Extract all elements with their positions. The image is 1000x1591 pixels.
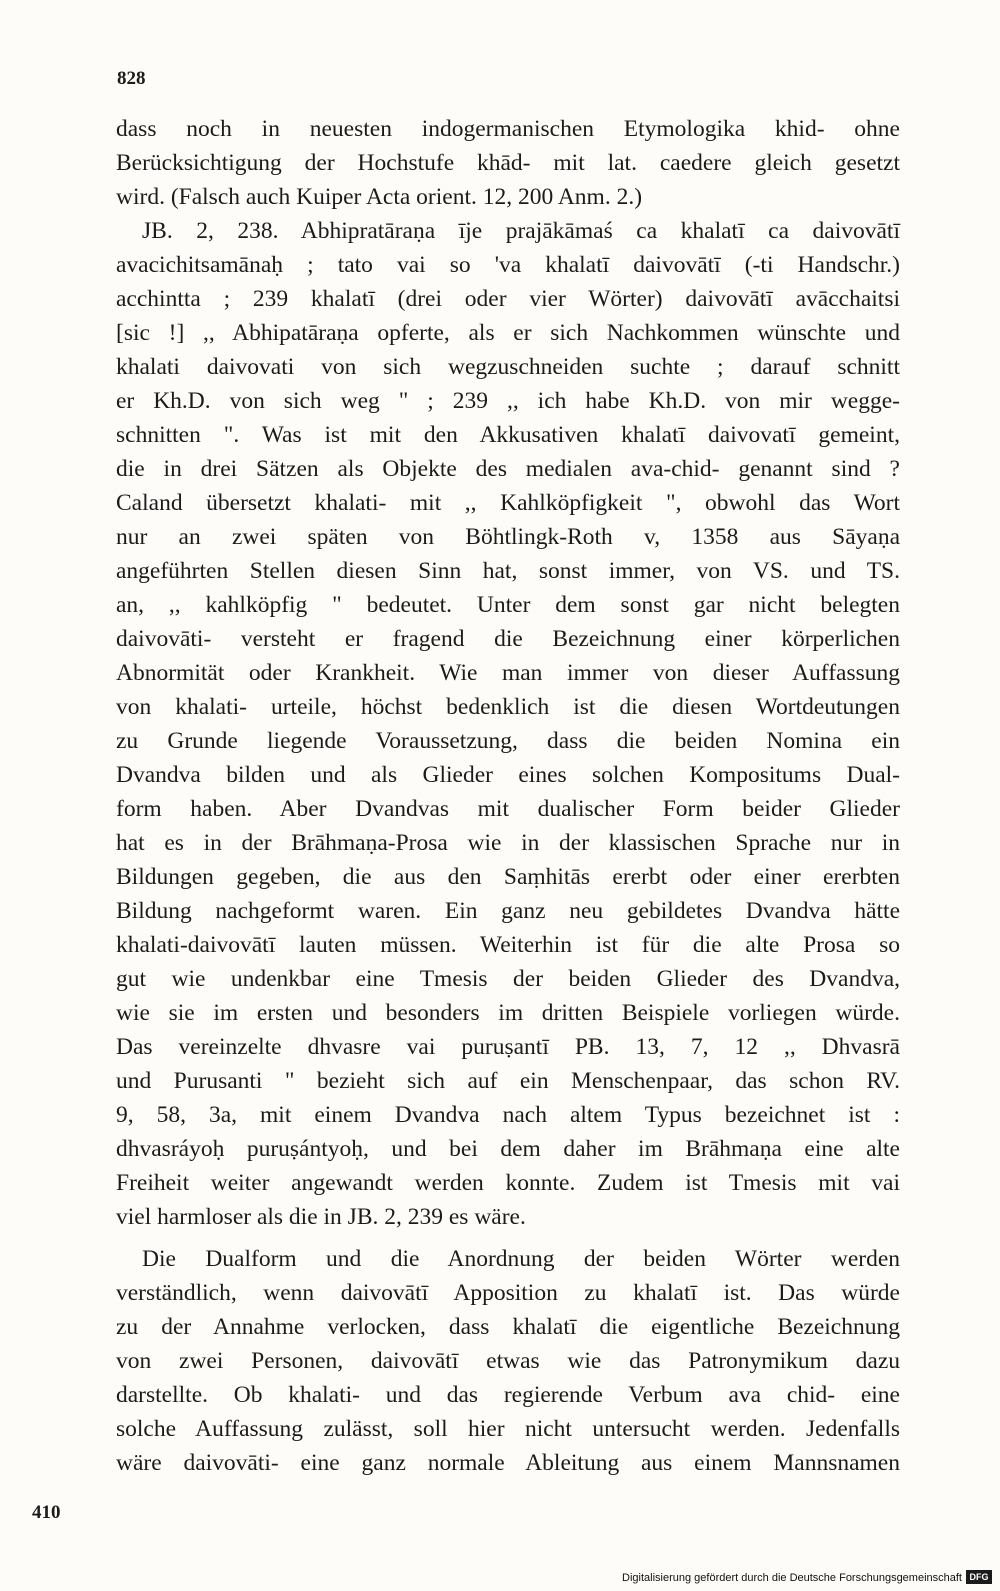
text-line: Das vereinzelte dhvasre vai puruṣantī PB. 13, 7, 12 ,, Dhvasrā [116, 1034, 900, 1060]
text-line: Caland übersetzt khalati- mit ,, Kahlköpfigkeit ", obwohl das Wort [116, 490, 900, 516]
text-line: Berücksichtigung der Hochstufe khād- mit lat. caedere gleich gesetzt [116, 150, 900, 176]
text-line: form haben. Aber Dvandvas mit dualischer Form beider Glieder [116, 796, 900, 822]
text-line: Dvandva bilden und als Glieder eines solchen Kompositums Dual- [116, 762, 900, 788]
digitization-credit: Digitalisierung gefördert durch die Deutsche Forschungsgemeinschaft [622, 1572, 962, 1584]
text-line: zu der Annahme verlocken, dass khalatī die eigentliche Bezeichnung [116, 1314, 900, 1340]
text-line: die in drei Sätzen als Objekte des medialen ava-chid- genannt sind ? [116, 456, 900, 482]
text-line: Bildung nachgeformt waren. Ein ganz neu gebildetes Dvandva hätte [116, 898, 900, 924]
text-line: gut wie undenkbar eine Tmesis der beiden Glieder des Dvandva, [116, 966, 900, 992]
text-line: schnitten ". Was ist mit den Akkusativen khalatī daivovatī gemeint, [116, 422, 900, 448]
text-line: daivovāti- versteht er fragend die Bezeichnung einer körperlichen [116, 626, 900, 652]
paragraph-gap [116, 1234, 900, 1242]
text-line: hat es in der Brāhmaṇa-Prosa wie in der klassischen Sprache nur in [116, 830, 900, 856]
body-text [116, 112, 900, 1480]
text-line: 9, 58, 3a, mit einem Dvandva nach altem Typus bezeichnet ist : [116, 1102, 900, 1128]
page-number: 828 [117, 68, 146, 89]
text-line: dhvasráyoḥ puruṣántyoḥ, und bei dem daher im Brāhmaṇa eine alte [116, 1136, 900, 1162]
text-line: wie sie im ersten und besonders im dritten Beispiele vorliegen würde. [116, 1000, 900, 1026]
text-line: Freiheit weiter angewandt werden konnte. Zudem ist Tmesis mit vai [116, 1170, 900, 1196]
text-line: [sic !] ,, Abhipatāraṇa opferte, als er sich Nachkommen wünschte und [116, 320, 900, 346]
text-line: wäre daivovāti- eine ganz normale Ableitung aus einem Mannsnamen [116, 1450, 900, 1476]
text-line: viel harmloser als die in JB. 2, 239 es wäre. [116, 1204, 526, 1230]
text-line: von zwei Personen, daivovātī etwas wie das Patronymikum dazu [116, 1348, 900, 1374]
text-line: zu Grunde liegende Voraussetzung, dass die beiden Nomina ein [116, 728, 900, 754]
text-line: acchintta ; 239 khalatī (drei oder vier Wörter) daivovātī avācchaitsi [116, 286, 900, 312]
text-line: khalati daivovati von sich wegzuschneiden suchte ; darauf schnitt [116, 354, 900, 380]
text-line: an, ,, kahlköpfig " bedeutet. Unter dem sonst gar nicht belegten [116, 592, 900, 618]
text-line: nur an zwei späten von Böhtlingk-Roth v, 1358 aus Sāyaṇa [116, 524, 900, 550]
text-line: avacichitsamānaḥ ; tato vai so 'va khalatī daivovātī (-ti Handschr.) [116, 252, 900, 278]
text-line: wird. (Falsch auch Kuiper Acta orient. 12, 200 Anm. 2.) [116, 184, 643, 210]
text-line: von khalati- urteile, höchst bedenklich ist die diesen Wortdeutungen [116, 694, 900, 720]
dfg-logo: DFG [966, 1570, 992, 1584]
text-line: darstellte. Ob khalati- und das regierende Verbum ava chid- eine [116, 1382, 900, 1408]
footer-page-number: 410 [32, 1502, 61, 1523]
text-line: verständlich, wenn daivovātī Apposition zu khalatī ist. Das würde [116, 1280, 900, 1306]
text-line: JB. 2, 238. Abhipratāraṇa īje prajākāmaś ca khalatī ca daivovātī [142, 218, 900, 244]
text-line: Abnormität oder Krankheit. Wie man immer von dieser Auffassung [116, 660, 900, 686]
text-line: dass noch in neuesten indogermanischen Etymologika khid- ohne [116, 116, 900, 142]
text-line: Die Dualform und die Anordnung der beiden Wörter werden [142, 1246, 900, 1272]
text-line: khalati-daivovātī lauten müssen. Weiterhin ist für die alte Prosa so [116, 932, 900, 958]
text-line: angeführten Stellen diesen Sinn hat, sonst immer, von VS. und TS. [116, 558, 900, 584]
text-line: solche Auffassung zulässt, soll hier nicht untersucht werden. Jedenfalls [116, 1416, 900, 1442]
text-line: er Kh.D. von sich weg " ; 239 ,, ich habe Kh.D. von mir wegge- [116, 388, 900, 414]
text-line: Bildungen gegeben, die aus den Saṃhitās ererbt oder einer ererbten [116, 864, 900, 890]
text-line: und Purusanti " bezieht sich auf ein Menschenpaar, das schon RV. [116, 1068, 900, 1094]
